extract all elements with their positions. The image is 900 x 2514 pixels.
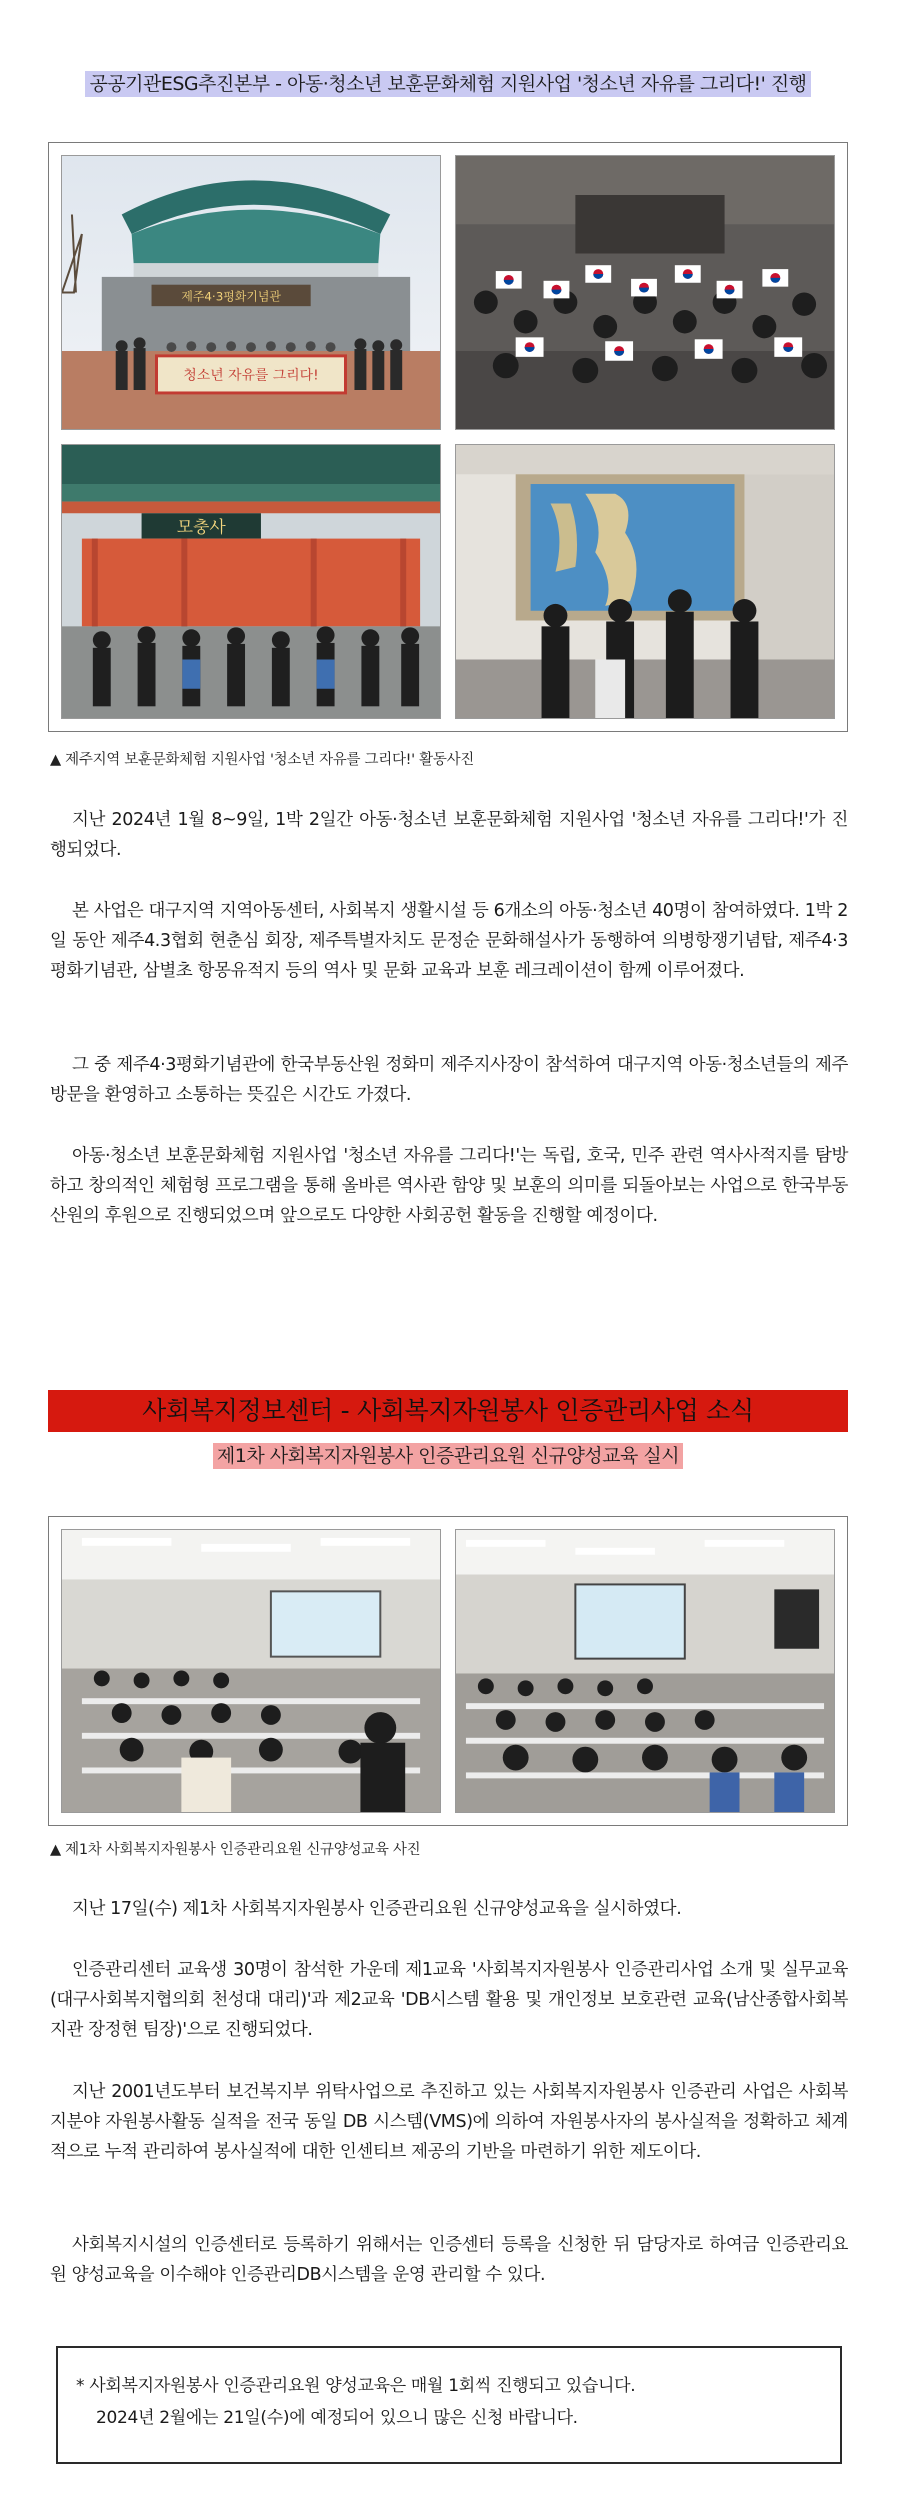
map-exhibit-illustration (456, 445, 834, 718)
section1-paragraph: 지난 2024년 1월 8~9일, 1박 2일간 아동·청소년 보훈문화체험 지원사업 '청소년 자유를 그리다!'가 진행되었다. (50, 810, 848, 860)
training-hall-illustration (62, 1530, 440, 1812)
memorial-group-illustration (62, 156, 440, 429)
photo-training-hall-2 (455, 1529, 835, 1813)
notice-line: 2024년 2월에는 21일(수)에 예정되어 있으니 많은 신청 바랍니다. (96, 2408, 578, 2428)
photo-grid-jeju (48, 142, 848, 732)
photo-memorial-group (61, 155, 441, 430)
section2-subtitle: 제1차 사회복지자원봉사 인증관리요원 신규양성교육 실시 (48, 1440, 848, 1472)
photo-training-hall-1 (61, 1529, 441, 1813)
section1-paragraph: 아동·청소년 보훈문화체험 지원사업 '청소년 자유를 그리다!'는 독립, 호국, 민주 관련 역사사적지를 탐방하고 창의적인 체험형 프로그램을 통해 올바른 역사관 함양 및 보훈의 의미를 되돌아보는 사업으로 한국부동산원의 후원으로 진행되었으며 앞으로도 다양한 사회공헌 활동을 진행할 예정이다. (50, 1146, 848, 1226)
photo-shrine-gate (61, 444, 441, 719)
section1-paragraph: 본 사업은 대구지역 지역아동센터, 사회복지 생활시설 등 6개소의 아동·청소년 40명이 참여하였다. 1박 2일 동안 제주4.3협회 현춘심 회장, 제주특별자치도 문정순 문화해설사가 동행하여 의병항쟁기념탑, 제주4·3평화기념관, 삼별초 항몽유적지 등의 역사 및 문화 교육과 보훈 레크레이션이 함께 이루어졌다. (50, 901, 848, 981)
section1-paragraph: 그 중 제주4·3평화기념관에 한국부동산원 정화미 제주지사장이 참석하여 대구지역 아동·청소년들의 제주 방문을 환영하고 소통하는 뜻깊은 시간도 가졌다. (50, 1055, 848, 1105)
section2-paragraph: 인증관리센터 교육생 30명이 참석한 가운데 제1교육 '사회복지자원봉사 인증관리사업 소개 및 실무교육(대구사회복지협의회 천성대 대리)'과 제2교육 'DB시스템 활용 및 개인정보 보호관련 교육(남산종합사회복지관 장정현 팀장)'으로 진행되었다. (50, 1960, 848, 2040)
shrine-gate-illustration (62, 445, 440, 718)
section2-banner: 사회복지정보센터 - 사회복지자원봉사 인증관리사업 소식 (48, 1390, 848, 1432)
section2-caption: ▲ 제1차 사회복지자원봉사 인증관리요원 신규양성교육 사진 (50, 1842, 421, 1858)
section2-paragraph: 지난 2001년도부터 보건복지부 위탁사업으로 추진하고 있는 사회복지자원봉사 인증관리 사업은 사회복지분야 자원봉사활동 실적을 전국 동일 DB 시스템(VMS)에 의하여 자원봉사자의 봉사실적을 정확하고 체계적으로 누적 관리하여 봉사실적에 대한 인센티브 제공의 기반을 마련하기 위한 제도이다. (50, 2082, 848, 2162)
memorial-sign: 제주4·3평화기념관 (181, 289, 281, 304)
group-banner-text: 청소년 자유를 그리다! (183, 367, 319, 384)
section2-paragraph: 지난 17일(수) 제1차 사회복지자원봉사 인증관리요원 신규양성교육을 실시하였다. (72, 1899, 682, 1919)
notice-line: * 사회복지자원봉사 인증관리요원 양성교육은 매월 1회씩 진행되고 있습니다. (76, 2376, 636, 2396)
photo-grid-training (48, 1516, 848, 1826)
photo-map-exhibit (455, 444, 835, 719)
section1-caption: ▲ 제주지역 보훈문화체험 지원사업 '청소년 자유를 그리다!' 활동사진 (50, 752, 474, 768)
photo-students-flags (455, 155, 835, 430)
training-hall-illustration (456, 1530, 834, 1812)
students-flags-illustration (456, 156, 834, 429)
section2-paragraph: 사회복지시설의 인증센터로 등록하기 위해서는 인증센터 등록을 신청한 뒤 담당자로 하여금 인증관리요원 양성교육을 이수해야 인증관리DB시스템을 운영 관리할 수 있다. (50, 2235, 848, 2285)
gate-plaque: 모충사 (176, 516, 226, 537)
section1-title: 공공기관ESG추진본부 - 아동·청소년 보훈문화체험 지원사업 '청소년 자유를 그리다!' 진행 (52, 68, 844, 100)
notice-box (56, 2346, 842, 2464)
